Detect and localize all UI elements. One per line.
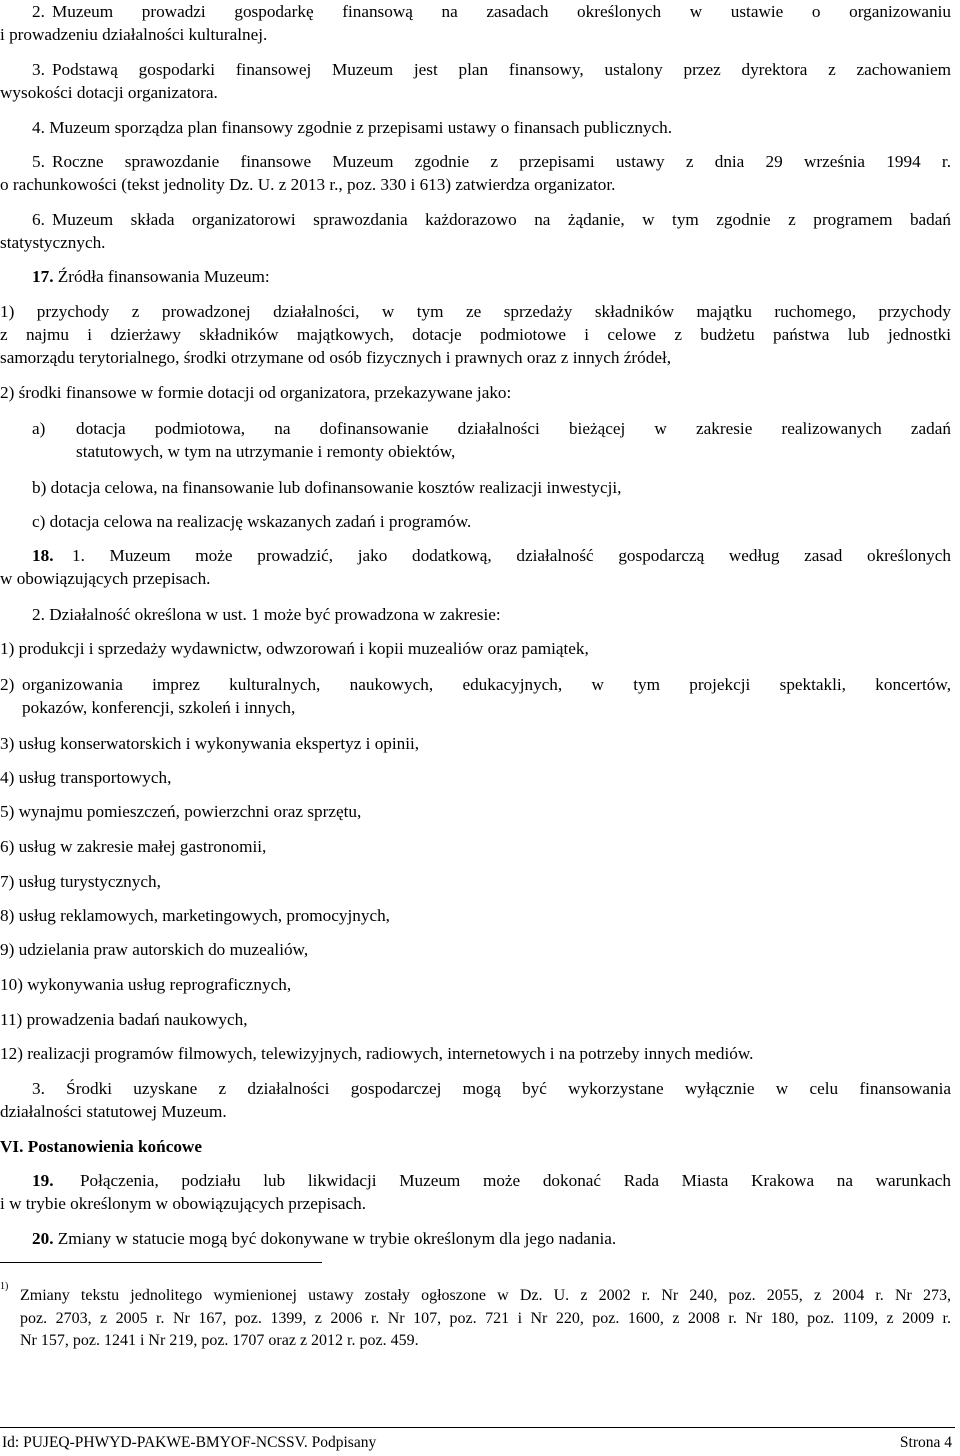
paragraph-number: 6.: [32, 210, 45, 229]
section-17-item-c: c) dotacja celowa na realizację wskazanych zadań i programów.: [32, 512, 472, 531]
section-18-3: 3. Środki uzyskane z działalności gospodarczej mogą być wykorzystane wyłącznie w celu finansowania działalności statutowej Muzeum.: [0, 1079, 951, 1121]
list-item: 11) prowadzenia badań naukowych,: [0, 1010, 248, 1029]
page-number: Strona 4: [899, 1434, 952, 1451]
section-20: 20. Zmiany w statucie mogą być dokonywane w trybie określonym dla jego nadania.: [32, 1229, 617, 1248]
footer-rule: [0, 1427, 955, 1428]
section-17-item-b: b) dotacja celowa, na finansowanie lub dofinansowanie kosztów realizacji inwestycji,: [32, 478, 622, 497]
paragraph-number: 3.: [32, 60, 45, 79]
paragraph-number: 5.: [32, 152, 45, 171]
paragraph-number: 4.: [32, 118, 45, 137]
paragraph-16-3: 3. Podstawą gospodarki finansowej Muzeum jest plan finansowy, ustalony przez dyrektora z zachowaniem wysokości dotacji organizatora.: [0, 60, 951, 102]
footnote-mark: 1): [0, 1281, 9, 1292]
paragraph-number: 2.: [32, 2, 45, 21]
section-number: 19.: [32, 1171, 54, 1190]
list-item: 7) usług turystycznych,: [0, 872, 161, 891]
footnote-separator: [0, 1262, 322, 1263]
section-17-heading: 17. Źródła finansowania Muzeum:: [32, 267, 270, 286]
chapter-heading: VI. Postanowienia końcowe: [0, 1137, 202, 1156]
section-18-1: 18. 1. Muzeum może prowadzić, jako dodatkową, działalność gospodarczą według zasad określonych w obowiązujących przepisach.: [0, 546, 951, 588]
list-item: 2) organizowania imprez kulturalnych, naukowych, edukacyjnych, w tym projekcji spektakli, koncertów, pokazów, konferencji, szkoleń i innych,: [0, 675, 951, 717]
section-number: 18.: [32, 546, 54, 565]
document-id: Id: PUJEQ-PHWYD-PAKWE-BMYOF-NCSSV. Podpisany: [2, 1434, 377, 1451]
section-number: 20.: [32, 1229, 54, 1248]
paragraph-16-6: 6. Muzeum składa organizatorowi sprawozdania każdorazowo na żądanie, w tym zgodnie z programem badań statystycznych.: [0, 210, 951, 252]
list-item: 9) udzielania praw autorskich do muzealiów,: [0, 940, 309, 959]
list-item: 4) usług transportowych,: [0, 768, 172, 787]
list-item: 6) usług w zakresie małej gastronomii,: [0, 837, 267, 856]
list-item: 3) usług konserwatorskich i wykonywania ekspertyz i opinii,: [0, 734, 420, 753]
section-number: 17.: [32, 267, 54, 286]
paragraph-16-4: 4. Muzeum sporządza plan finansowy zgodnie z przepisami ustawy o finansach publicznych.: [32, 118, 673, 137]
list-item: 5) wynajmu pomieszczeń, powierzchni oraz sprzętu,: [0, 802, 362, 821]
section-17-item-1: 1) przychody z prowadzonej działalności, w tym ze sprzedaży składników majątku ruchomego, przychody z najmu i dzierżawy składników majątkowych, dotacje podmiotowe i celowe z budżetu państwa lub jednostki samorządu terytorialnego, środki otrzymane od osób fizycznych i prawnych oraz z innych źródeł,: [0, 302, 951, 367]
paragraph-16-5: 5. Roczne sprawozdanie finansowe Muzeum zgodnie z przepisami ustawy z dnia 29 września 1994 r. o rachunkowości (tekst jednolity Dz. U. z 2013 r., poz. 330 i 613) zatwierdza organizator.: [0, 152, 951, 194]
paragraph-16-2: 2. Muzeum prowadzi gospodarkę finansową na zasadach określonych w ustawie o organizowaniu i prowadzeniu działalności kulturalnej.: [0, 2, 951, 44]
section-17-item-a: a) dotacja podmiotowa, na dofinansowanie działalności bieżącej w zakresie realizowanych zadań statutowych, w tym na utrzymanie i remonty obiektów,: [32, 419, 951, 461]
list-item: 12) realizacji programów filmowych, telewizyjnych, radiowych, internetowych i na potrzeby innych mediów.: [0, 1044, 754, 1063]
list-item: 1) produkcji i sprzedaży wydawnictw, odwzorowań i kopii muzealiów oraz pamiątek,: [0, 639, 589, 658]
list-item: 8) usług reklamowych, marketingowych, promocyjnych,: [0, 906, 390, 925]
section-19: 19. Połączenia, podziału lub likwidacji Muzeum może dokonać Rada Miasta Krakowa na warunkach i w trybie określonym w obowiązujących przepisach.: [0, 1171, 951, 1213]
list-item: 10) wykonywania usług reprograficznych,: [0, 975, 292, 994]
section-17-item-2: 2) środki finansowe w formie dotacji od organizatora, przekazywane jako:: [0, 383, 512, 402]
footnote: 1) Zmiany tekstu jednolitego wymienionej ustawy zostały ogłoszone w Dz. U. z 2002 r. Nr 240, poz. 2055, z 2004 r. Nr 273, poz. 2703, z 2005 r. Nr 167, poz. 1399, z 2006 r. Nr 107, poz. 721 i Nr 220, poz. 1600, z 2008 r. Nr 180, poz. 1109, z 2009 r. Nr 157, poz. 1241 i Nr 219, poz. 1707 oraz z 2012 r. poz. 459.: [0, 1281, 951, 1349]
section-18-2: 2. Działalność określona w ust. 1 może być prowadzona w zakresie:: [32, 605, 501, 624]
